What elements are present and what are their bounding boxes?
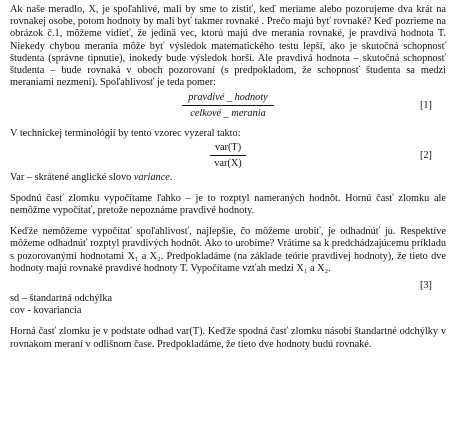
definition-sd: sd – štandartná odchýlka (10, 293, 113, 305)
paragraph-intro: Ak naše meradlo, X, je spoľahlivé, mali by sme to zistiť, keď meriame alebo pozorujeme dva krát na rovnakej osobe, potom hodnoty by mali byť takmer rovnaké . Prečo majú byť rovnaké? Keď pozrieme na obrázok č.1, môžeme vidieť, že jedinä vec, ktorú majú dve merania rovnaké, je pravdivá hodnota T. Niekedy chybou merania môže byť výsledok matematického testu lepší, ako je skutočná schopnosť študenta (správne tipnutie), inokedy bude výsledok horší. Ale pravdivá hodnota – skutočná schopnosť študenta – bude rovnaká v oboch pozorovaní (s predpokladom, že schopnosť študenta sa medzi meraniami nezmeni). Spoľahlivosť je teda pomer: (10, 4, 446, 89)
equation-1 (10, 91, 446, 122)
variance-term: variance (133, 171, 170, 183)
fraction-numerator: pravdivé _ hodnoty (188, 92, 268, 104)
var-definition-text: Var – skrátené anglické slovo (10, 171, 134, 183)
fraction-bar (210, 155, 246, 156)
fraction (10, 91, 446, 120)
paragraph-estimation: Keďže nemôžeme vypočítať spoľahlivosť, najlepšie, čo môžeme urobiť, je odhadnúť ju. Respektíve môžeme odhadnúť rozptyl pravdivých hodnôt. Ako to urobíme? Vrátime sa k predchádzajúcemu príkladu s pozorovanými hodnotami X₁ a X₂. Predpokladáme (na základe teórie pravdivej hodnoty), že tieto dve hodnoty majú rovnaké pravdivé hodnoty T. Vypočítame vzťah medzi X₁ a X₂. (10, 226, 446, 274)
equation-number: [1] (419, 100, 432, 112)
fraction-denominator: var(X) (214, 157, 242, 169)
fraction-denominator: celkové _ merania (190, 108, 266, 120)
paragraph-terminology: V technickej terminológii by tento vzorec vyzeral takto: (10, 128, 241, 140)
paragraph-fraction-parts: Spodnú časť zlomku vypočítame ľahko – je to rozptyl nameraných hodnôt. Hornú časť zlomku ale nemôžme vypočítať, pretože nepoznáme pravdivé hodnoty. (10, 192, 446, 217)
paragraph-var-definition (10, 172, 446, 184)
definition-cov: cov - kovariancia (10, 305, 82, 317)
equation-3-number: [3] (419, 280, 432, 292)
fraction (10, 141, 446, 170)
paragraph-conclusion: Horná časť zlomku je v podstate odhad var(T). Keďže spodná časť zlomku násobí štandartné odchýlky v rovnakom meraní v odlišnom čase. Predpokladáme, že tieto dve hodnoty budú rovnaké. (10, 326, 446, 350)
equation-2 (10, 141, 446, 172)
fraction-bar (182, 105, 274, 106)
var-definition-end: . (169, 171, 173, 183)
equation-number: [2] (419, 149, 432, 161)
fraction-numerator: var(T) (214, 141, 242, 153)
